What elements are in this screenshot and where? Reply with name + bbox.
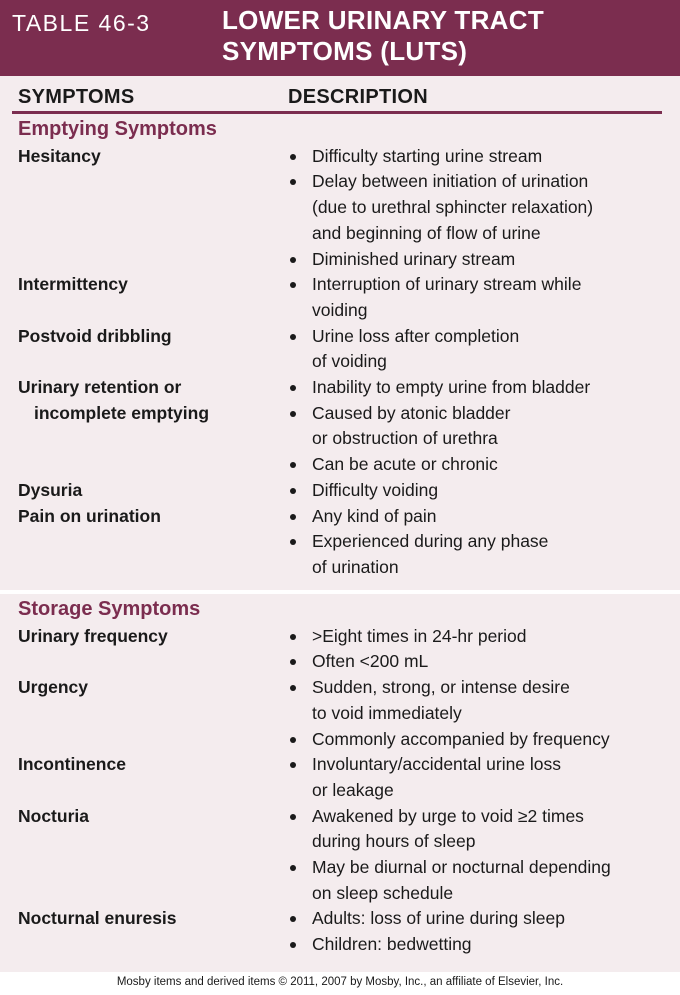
copyright-footer: Mosby items and derived items © 2011, 2007 by Mosby, Inc., an affiliate of Elsevier, Inc. [116,976,564,988]
description-line: May be diurnal or nocturnal depending [312,857,611,877]
table-title [222,5,662,67]
description-bullet [288,375,668,401]
description-line: Children: bedwetting [312,934,472,955]
description-bullet [288,752,668,803]
description-line: Interruption of urinary stream while [312,274,582,295]
description-line: Adults: loss of urine during sleep [312,908,565,929]
symptom-name-text: Urgency [18,677,89,698]
column-header-symptoms: SYMPTOMS [18,86,135,108]
symptom-name-text: Urinary frequency [18,625,168,646]
description-line: Commonly accompanied by frequency [312,728,610,749]
description-line: of urination [312,556,399,577]
description-line: of voiding [312,351,387,372]
symptom-name-text: Urinary retention or [18,377,182,397]
description-bullet [288,804,668,855]
section-title: Emptying Symptoms [18,118,217,140]
symptom-name-continued: incomplete emptying [34,402,210,423]
description-list [288,906,668,957]
description-bullet [288,401,668,452]
description-line: during hours of sleep [312,831,476,852]
description-line: Experienced during any phase [312,531,549,552]
description-bullet [288,529,668,580]
symptom-name-text: Nocturnal enuresis [18,908,177,929]
symptom-name-text: Incontinence [18,754,126,775]
description-bullet [288,452,668,478]
symptom-name-text: Intermittency [18,274,128,295]
description-bullet [288,855,668,906]
description-list [288,324,668,375]
description-list [288,752,668,803]
symptom-name [18,624,278,650]
description-bullet [288,675,668,726]
description-bullet [288,247,668,273]
symptom-name-text: Pain on urination [18,505,161,526]
symptom-name [18,324,278,350]
description-bullet [288,932,668,958]
column-header-description: DESCRIPTION [288,86,428,108]
description-line: on sleep schedule [312,882,454,903]
description-line: Any kind of pain [312,505,437,526]
description-list [288,675,668,752]
description-line: Difficulty starting urine stream [312,145,543,166]
description-line: Urine loss after completion [312,325,520,346]
description-list [288,144,668,273]
description-line: voiding [312,299,368,320]
symptom-name [18,906,278,932]
description-line: or obstruction of urethra [312,428,498,449]
symptom-name [18,504,278,530]
description-line: Can be acute or chronic [312,454,498,475]
symptom-name-text: Dysuria [18,479,83,500]
description-bullet [288,324,668,375]
symptom-name-text: Nocturia [18,805,89,826]
description-bullet [288,649,668,675]
symptom-name [18,272,278,298]
description-line: Awakened by urge to void ≥2 times [312,805,584,826]
description-line: Involuntary/accidental urine loss [312,754,562,775]
description-bullet [288,624,668,650]
symptom-name [18,675,278,701]
table-number: TABLE 46-3 [12,10,151,36]
description-bullet [288,144,668,170]
table-title-line-2: SYMPTOMS (LUTS) [222,36,468,66]
description-list [288,375,668,478]
description-line: >Eight times in 24-hr period [312,625,527,646]
description-bullet [288,169,668,246]
description-line: Delay between initiation of urination [312,171,589,192]
symptom-name [18,478,278,504]
description-bullet [288,478,668,504]
description-line: and beginning of flow of urine [312,222,541,243]
symptom-name [18,144,278,170]
description-line: Difficulty voiding [312,479,439,500]
section-divider [0,590,680,594]
symptom-name-text: Postvoid dribbling [18,325,172,346]
description-line: (due to urethral sphincter relaxation) [312,197,594,218]
description-list [288,504,668,581]
luts-table [0,76,680,972]
description-line: or leakage [312,779,394,800]
symptom-name [18,752,278,778]
symptom-name-text: Hesitancy [18,145,101,166]
description-line: Diminished urinary stream [312,248,516,269]
description-bullet [288,272,668,323]
section-title: Storage Symptoms [18,598,201,620]
header-rule [12,111,662,114]
description-line: Often <200 mL [312,651,429,672]
description-list [288,272,668,323]
description-line: Caused by atonic bladder [312,402,511,423]
description-list [288,478,668,504]
description-list [288,804,668,907]
table-header [0,0,680,76]
symptom-name [18,804,278,830]
description-bullet [288,906,668,932]
description-line: to void immediately [312,702,462,723]
description-list [288,624,668,675]
description-bullet [288,504,668,530]
description-line: Sudden, strong, or intense desire [312,677,570,698]
table-title-line-1: LOWER URINARY TRACT [222,5,545,35]
description-bullet [288,727,668,753]
description-line: Inability to empty urine from bladder [312,377,591,397]
symptom-name [18,375,278,426]
